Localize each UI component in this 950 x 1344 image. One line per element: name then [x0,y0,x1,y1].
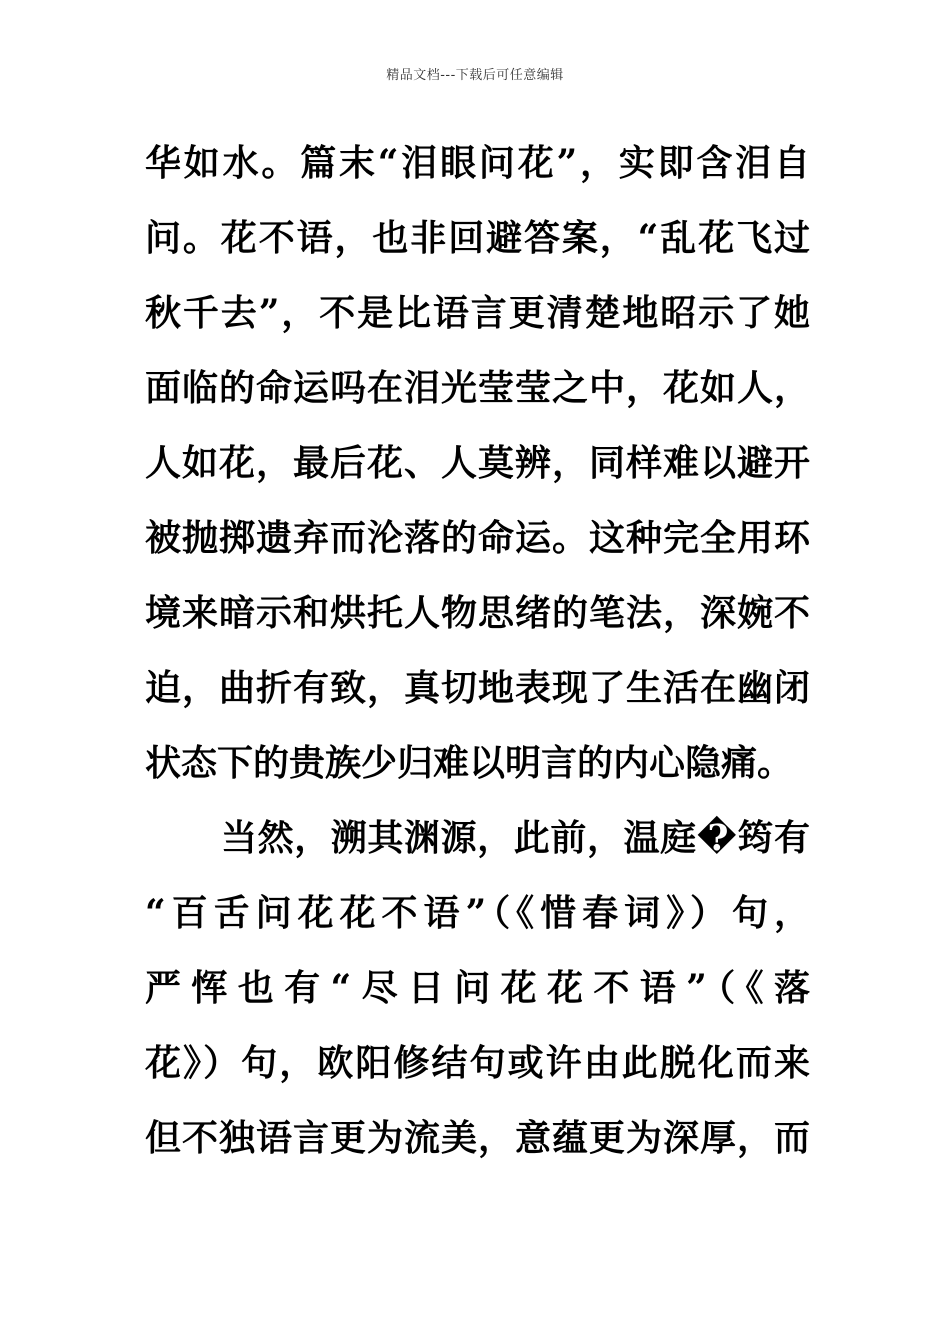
text-line: 被抛掷遗弃而沦落的命运。这种完全用环 [145,517,810,559]
paragraph-start-line: 当然，溯其渊源，此前，温庭�筠有 [221,817,810,859]
text-line: 秋千去”，不是比语言更清楚地昭示了她 [145,292,810,334]
text-line: 严恽也有“尽日问花花不语”（《落 [145,967,810,1009]
page-header: 精品文档---下载后可任意编辑 [386,68,564,83]
text-line: 华如水。篇末“泪眼问花”，实即含泪自 [145,142,810,184]
document-body [145,138,810,1188]
text-line: 花》）句，欧阳修结句或许由此脱化而来 [145,1042,810,1084]
text-line: 问。花不语，也非回避答案，“乱花飞过 [145,217,810,259]
text-line: “百舌问花花不语”（《惜春词》）句， [145,892,810,934]
text-line: 但不独语言更为流美，意蕴更为深厚，而 [145,1117,810,1159]
text-line: 迫，曲折有致，真切地表现了生活在幽闭 [145,667,810,709]
text-line: 境来暗示和烘托人物思绪的笔法，深婉不 [145,592,810,634]
text-line: 人如花，最后花、人莫辨，同样难以避开 [145,442,810,484]
paragraph-end-line: 状态下的贵族少归难以明言的内心隐痛。 [145,742,794,784]
text-line: 面临的命运吗在泪光莹莹之中，花如人， [145,367,810,409]
